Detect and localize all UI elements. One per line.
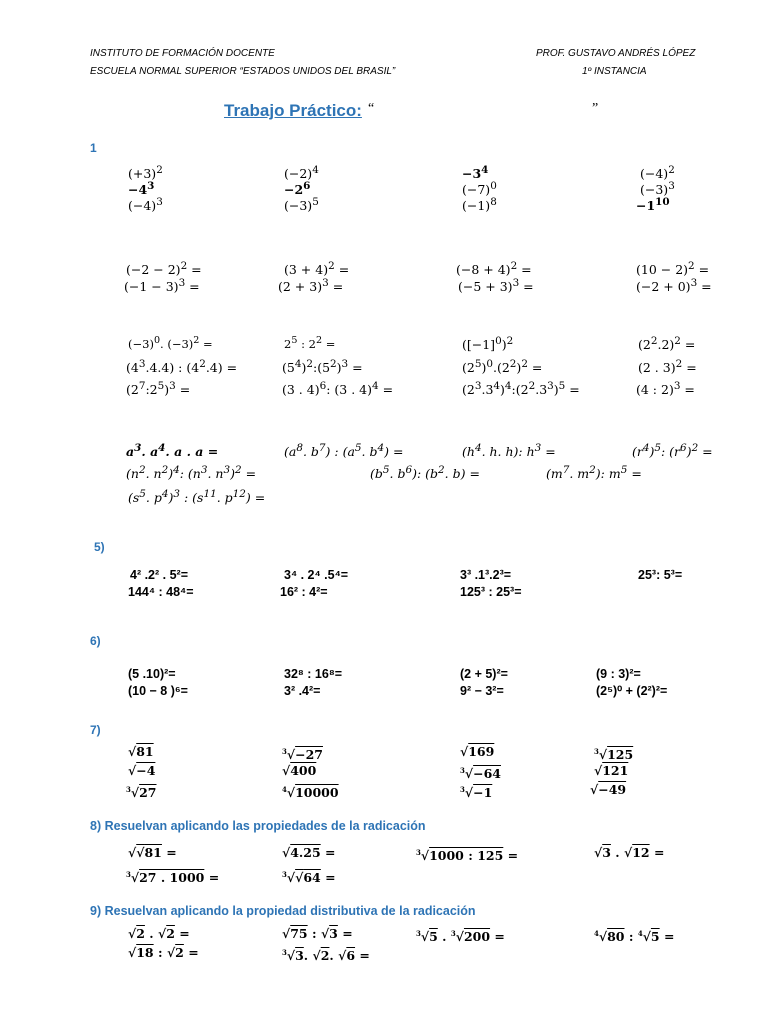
expr: $-4^3$ xyxy=(128,180,155,198)
expr: $(-4)^3$ xyxy=(128,196,163,214)
instance-label: 1º INSTANCIA xyxy=(582,66,647,77)
expr: $-2^6$ xyxy=(284,180,311,198)
expr: (4 : 2)$^3$ = xyxy=(636,380,695,398)
expr: $(-4)^2$ xyxy=(640,164,675,182)
expr: √√81 = xyxy=(128,845,177,860)
expr: √−4 xyxy=(128,763,156,778)
expr: (2⁵)⁰ + (2²)²= xyxy=(596,684,668,698)
expr: $2^5$ : $2^2$ = xyxy=(284,335,336,351)
quote-close: ” xyxy=(592,101,599,116)
page-title: Trabajo Práctico: xyxy=(224,101,362,120)
expr: $(-7)^0$ xyxy=(462,180,497,198)
expr: $(10 - 2)^2$ = xyxy=(636,260,710,278)
quote-open: “ xyxy=(368,101,375,116)
expr: $^4$√10000 xyxy=(282,785,339,801)
expr: (2 + 5)²= xyxy=(460,667,508,681)
expr: √3 . √12 = xyxy=(594,845,665,860)
expr: ($n^2$. $n^2)^4$: ($n^3$. $n^3)^2$ = xyxy=(126,464,257,482)
expr: 3² .4²= xyxy=(284,684,321,698)
section-6-number: 6) xyxy=(90,634,101,648)
expr: √75 : √3 = xyxy=(282,926,353,941)
expr: $(3 + 4)^2$ = xyxy=(284,260,350,278)
section-5-number: 5) xyxy=(94,540,105,554)
expr: $([-1]^0)^2$ xyxy=(462,335,514,353)
expr: √169 xyxy=(460,744,495,759)
expr: $(-1)^8$ xyxy=(462,196,497,214)
expr: √4.25 = xyxy=(282,845,336,860)
expr: $(-2)^4$ xyxy=(284,164,319,182)
expr: $(-2 - 2)^2$ = xyxy=(126,260,202,278)
expr: 25³: 5³= xyxy=(638,568,683,582)
expr: 125³ : 25³= xyxy=(460,585,522,599)
school-name: ESCUELA NORMAL SUPERIOR “ESTADOS UNIDOS DEL BRASIL” xyxy=(90,66,396,77)
expr: $^3$√√64 = xyxy=(282,870,336,886)
expr: 144⁴ : 48⁴= xyxy=(128,585,194,599)
section-1-number: 1 xyxy=(90,141,97,155)
expr: 16² : 4²= xyxy=(280,585,328,599)
expr: $(2^2.2)^2$ = xyxy=(638,335,696,353)
expr: √18 : √2 = xyxy=(128,945,199,960)
expr: 3³ .1³.2³= xyxy=(460,568,512,582)
expr: (5 .10)²= xyxy=(128,667,176,681)
section-7-number: 7) xyxy=(90,723,101,737)
expr: (10 − 8 )⁶= xyxy=(128,684,188,698)
expr: $^3$√−27 xyxy=(282,747,323,763)
expr: 3⁴ . 2⁴ .5⁴= xyxy=(284,568,349,582)
expr: $^3$√27 . 1000 = xyxy=(126,870,220,886)
expr: √400 xyxy=(282,763,317,778)
expr: $-1^{10}$ xyxy=(636,196,670,214)
expr: $^3$√125 xyxy=(594,747,634,763)
expr: $(-3)^3$ xyxy=(640,180,675,198)
expr: (9 : 3)²= xyxy=(596,667,641,681)
expr: √121 xyxy=(594,763,629,778)
expr: $(-8 + 4)^2$ = xyxy=(456,260,532,278)
section-9-title: 9) Resuelvan aplicando la propiedad distributiva de la radicación xyxy=(90,904,476,918)
expr: $(-2 + 0)^3$ = xyxy=(636,277,712,295)
expr: $-3^4$ xyxy=(462,164,489,182)
expr: √2 . √2 = xyxy=(128,926,190,941)
expr: $^4$√80 : $^4$√5 = xyxy=(594,929,675,945)
expr: $(4^3.4.4)$ : $(4^2.4)$ = xyxy=(126,358,238,376)
expr: $(2^7:2^5)^3$ = xyxy=(126,380,191,398)
expr: √81 xyxy=(128,744,154,759)
expr: ($a^8$. $b^7$) : ($a^5$. $b^4$) = xyxy=(284,442,404,460)
section-8-title: 8) Resuelvan aplicando las propiedades de la radicación xyxy=(90,819,426,833)
expr: $^3$√−64 xyxy=(460,766,501,782)
expr: ($s^5$. $p^4)^3$ : ($s^{11}$. $p^{12}$) = xyxy=(128,488,266,506)
expr: $(5^4)^2:(5^2)^3$ = xyxy=(282,358,363,376)
expr: $(+3)^2$ xyxy=(128,164,163,182)
expr: ($h^4$. h. h): $h^3$ = xyxy=(462,442,556,460)
expr: √−49 xyxy=(590,782,627,797)
expr: $^3$√1000 : 125 = xyxy=(416,848,519,864)
expr: $(r^4)^5$: $(r^6)^2$ = xyxy=(632,442,713,460)
expr: ($m^7$. $m^2$): $m^5$ = xyxy=(546,464,642,482)
expr: $^3$√5 . $^3$√200 = xyxy=(416,929,505,945)
expr: 32⁸ : 16⁸= xyxy=(284,667,343,681)
expr: $(-5 + 3)^3$ = xyxy=(458,277,534,295)
expr: (3 . 4)$^6$: (3 . 4)$^4$ = xyxy=(282,380,394,398)
expr: $(-1 - 3)^3$ = xyxy=(124,277,200,295)
expr: ($b^5$. $b^6$): ($b^2$. b) = xyxy=(370,464,480,482)
expr: $(2^3.3^4)^4:(2^2.3^3)^5$ = xyxy=(462,380,580,398)
expr: (2 . 3)$^2$ = xyxy=(638,358,697,376)
professor-name: PROF. GUSTAVO ANDRÉS LÓPEZ xyxy=(536,48,696,59)
expr: $(-3)^0$. $(-3)^2$ = xyxy=(128,335,213,351)
expr: $(2 + 3)^3$ = xyxy=(278,277,344,295)
expr: 9² − 3²= xyxy=(460,684,504,698)
expr: $^3$√−1 xyxy=(460,785,493,801)
institute-name: INSTITUTO DE FORMACIÓN DOCENTE xyxy=(90,48,275,59)
expr: $^3$√27 xyxy=(126,785,157,801)
expr: $^3$√3. √2. √6 = xyxy=(282,948,370,964)
expr: $(2^5)^0.(2^2)^2$ = xyxy=(462,358,543,376)
expr: $a^3$. $a^4$. a . a = xyxy=(126,442,219,460)
expr: 4² .2² . 5²= xyxy=(130,568,189,582)
expr: $(-3)^5$ xyxy=(284,196,319,214)
